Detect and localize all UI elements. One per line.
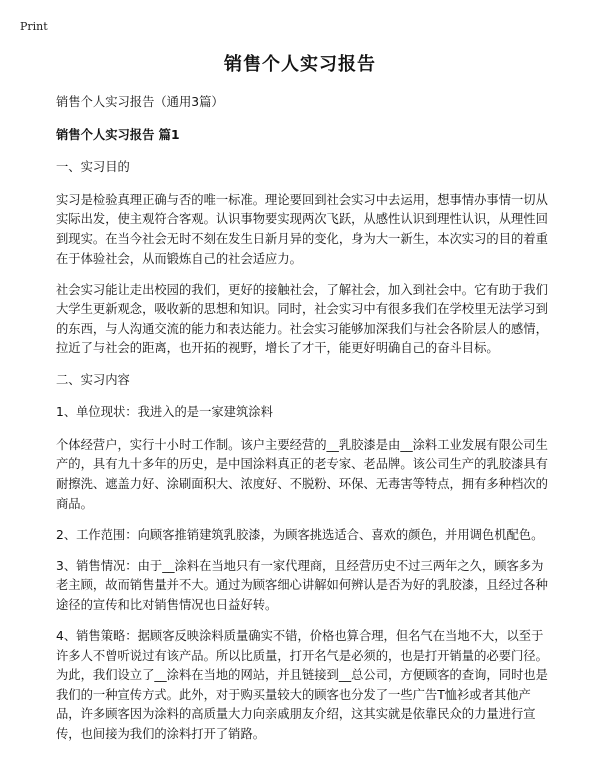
paragraph: 4、销售策略：据顾客反映涂料质量确实不错，价格也算合理，但名气在当地不大，以至于许多人不曾听说过有该产品。所以比质量，打开名气是必须的，也是打开销量的必要门径。为此，我们设立了__涂料在当地的网站，并且链接到__总公司，方便顾客的查询，同时也是我们的一种宣传方式。此外，对于购买量较大的顾客也分发了一些广告T恤衫或者其他产品，许多顾客因为涂料的高质量大力向亲戚朋友介绍，这其实就是依靠民众的力量进行宣传，也间接为我们的涂料打开了销路。: [56, 628, 548, 741]
document-subtitle: 销售个人实习报告（通用3篇）: [56, 95, 224, 109]
paragraph: 个体经营户，实行十小时工作制。该户主要经营的__乳胶漆是由__涂料工业发展有限公司生产的，具有九十多年的历史，是中国涂料真正的老专家、老品牌。该公司生产的乳胶漆具有耐擦洗、遮盖力好、涂刷面积大、浓度好、不脱粉、环保、无毒害等特点，拥有多种档次的商品。: [56, 437, 548, 511]
paragraph: 1、单位现状：我进入的是一家建筑涂料: [56, 405, 273, 420]
print-label: Print: [20, 20, 48, 33]
section-title: 销售个人实习报告 篇1: [56, 127, 180, 142]
section-heading-purpose: 一、实习目的: [56, 160, 130, 175]
paragraph: 实习是检验真理正确与否的唯一标准。理论要回到社会实习中去运用，想事情办事情一切从实际出发，使主观符合客观。认识事物要实现两次飞跃，从感性认识到理性认识，从理性回到现实。在当今社会无时不刻在发生日新月异的变化，身为大一新生，本次实习的目的着重在于体验社会，从而锻炼自己的社会适应力。: [56, 192, 548, 266]
page-title: 销售个人实习报告: [224, 54, 376, 75]
document-body: [56, 93, 554, 756]
paragraph: 社会实习能让走出校园的我们，更好的接触社会，了解社会，加入到社会中。它有助于我们大学生更新观念，吸收新的思想和知识。同时，社会实习中有很多我们在学校里无法学习到的东西，与人沟通交流的能力和表达能力。社会实习能够加深我们与社会各阶层人的感情，拉近了与社会的距离，也开拓的视野，增长了才干，能更好明确自己的奋斗目标。: [56, 282, 548, 356]
paragraph: 2、工作范围：向顾客推销建筑乳胶漆，为顾客挑选适合、喜欢的颜色，并用调色机配色。: [56, 527, 544, 542]
paragraph: 3、销售情况：由于__涂料在当地只有一家代理商，且经营历史不过三两年之久，顾客多为老主顾，故而销售量并不大。通过为顾客细心讲解如何辨认是否为好的乳胶漆，且经过各种途径的宣传和比对销售情况也日益好转。: [56, 558, 548, 612]
section-heading-content: 二、实习内容: [56, 372, 130, 387]
